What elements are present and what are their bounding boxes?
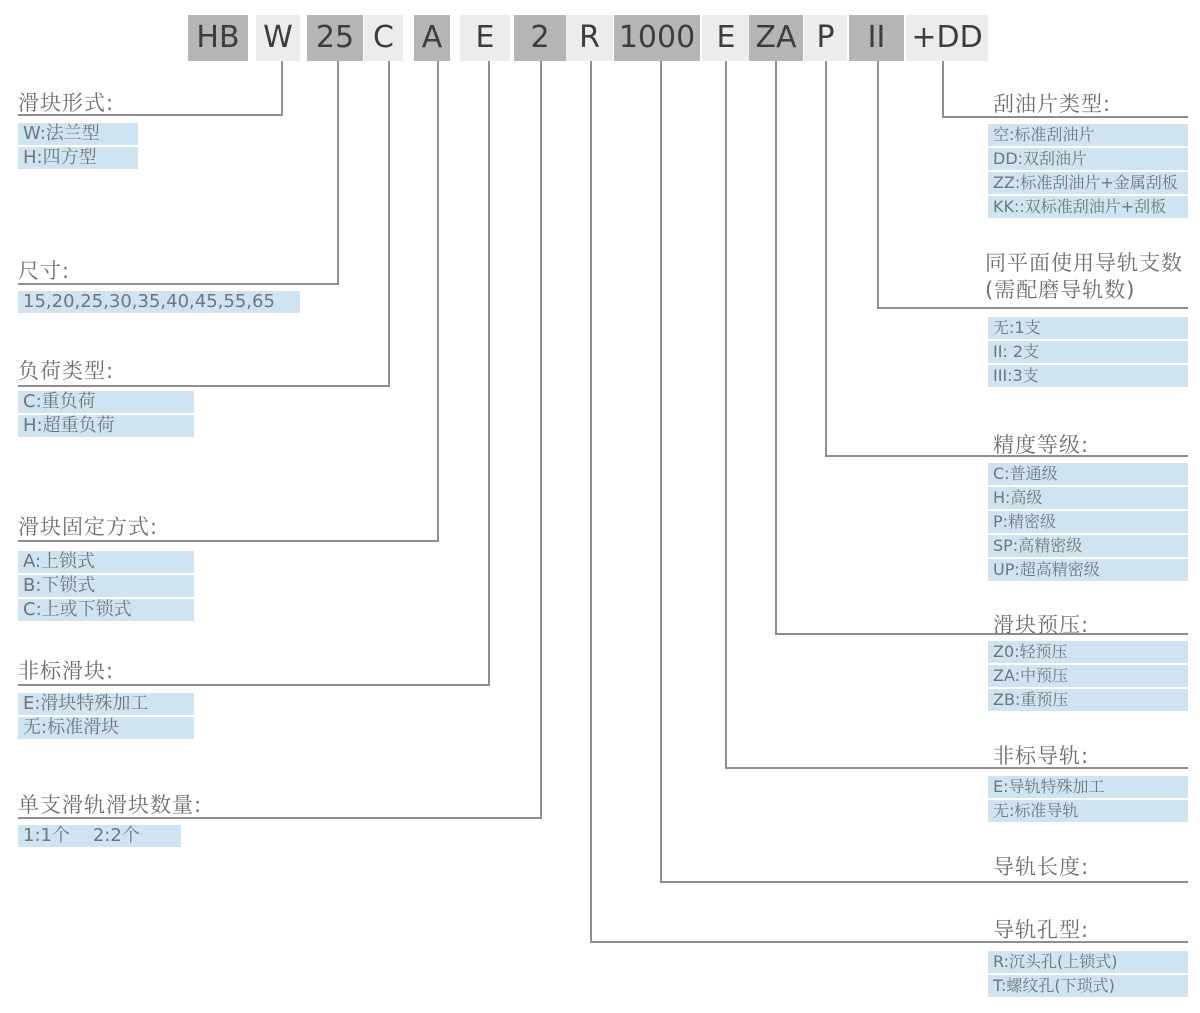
option-list-block-count [18,825,181,849]
connector-vline [942,61,944,118]
code-seg-precision: P [804,15,847,61]
section-title-rail-length: 导轨长度: [993,855,1090,879]
option-item: 15,20,25,30,35,40,45,55,65 [18,291,300,313]
code-seg-series: HB [188,15,248,61]
connector-vline [590,61,592,943]
section-title-block-form: 滑块形式: [18,91,115,115]
connector-hline [18,385,390,387]
connector-hline [660,881,1188,883]
connector-hline [877,307,1188,309]
option-item: II: 2支 [988,341,1188,363]
option-item: UP:超高精密级 [988,559,1188,581]
connector-vline [337,61,339,285]
option-item: T:螺纹孔(下琐式) [988,975,1188,997]
section-title-nonstd-rail: 非标导轨: [993,744,1090,768]
option-item: E:滑块特殊加工 [18,693,194,715]
section-title-nonstd-block: 非标滑块: [18,659,115,683]
option-list-preload [988,641,1188,713]
option-list-load-type [18,391,194,439]
connector-vline [437,61,439,542]
connector-vline [725,61,727,769]
code-seg-size: 25 [307,15,363,61]
option-list-size [18,291,300,315]
code-seg-preload: ZA [749,15,803,61]
option-item: Z0:轻预压 [988,641,1188,663]
option-item: 无:1支 [988,317,1188,339]
connector-vline [488,61,490,686]
connector-vline [825,61,827,457]
connector-vline [775,61,777,635]
option-item: ZZ:标准刮油片+金属刮板 [988,172,1188,194]
option-item: P:精密级 [988,511,1188,533]
connector-vline [877,61,879,309]
code-seg-block-count: 2 [514,15,566,61]
option-list-block-form [18,123,138,171]
option-list-hole-type [988,951,1188,999]
option-item: B:下锁式 [18,575,194,597]
option-item: 空:标准刮油片 [988,124,1188,146]
section-title-mount-style: 滑块固定方式: [18,515,159,539]
section-title-rail-count-note: (需配磨导轨数) [985,278,1136,302]
section-title-size: 尺寸: [18,259,71,283]
option-item: 1:1个 2:2个 [18,825,181,847]
connector-hline [775,633,1188,635]
option-item: C:普通级 [988,463,1188,485]
code-seg-wiper: +DD [906,15,988,61]
option-item: SP:高精密级 [988,535,1188,557]
code-seg-block-form: W [256,15,300,61]
option-item: 无:标准滑块 [18,717,194,739]
option-item: H:高级 [988,487,1188,509]
option-list-nonstd-rail [988,776,1188,824]
option-item: DD:双刮油片 [988,148,1188,170]
option-item: C:上或下锁式 [18,599,194,621]
connector-hline [590,941,1188,943]
option-list-rail-count [988,317,1188,389]
option-item: KK::双标准刮油片+刮板 [988,196,1188,218]
option-item: III:3支 [988,365,1188,387]
code-seg-hole-type: R [566,15,613,61]
code-seg-load-type: C [364,15,403,61]
option-list-precision [988,463,1188,583]
option-item: H:超重负荷 [18,415,194,437]
section-title-hole-type: 导轨孔型: [993,918,1090,942]
option-list-wiper-type [988,124,1188,220]
option-list-nonstd-block [18,693,194,741]
connector-vline [281,61,283,116]
option-list-mount-style [18,551,194,623]
option-item: R:沉头孔(上锁式) [988,951,1188,973]
option-item: ZB:重预压 [988,689,1188,711]
option-item: 无:标准导轨 [988,800,1188,822]
code-seg-nonstd-rail: E [702,15,750,61]
code-seg-nonstd-block: E [460,15,510,61]
code-seg-rail-length: 1000 [614,15,700,61]
section-title-precision: 精度等级: [993,433,1090,457]
section-title-wiper-type: 刮油片类型: [993,92,1112,116]
section-title-block-count: 单支滑轨滑块数量: [18,793,203,817]
option-item: W:法兰型 [18,123,138,145]
section-title-preload: 滑块预压: [993,613,1090,637]
option-item: H:四方型 [18,147,138,169]
option-item: ZA:中预压 [988,665,1188,687]
connector-vline [388,61,390,387]
connector-hline [725,767,1188,769]
option-item: C:重负荷 [18,391,194,413]
option-item: E:导轨特殊加工 [988,776,1188,798]
option-item: A:上锁式 [18,551,194,573]
section-title-load-type: 负荷类型: [18,359,115,383]
section-title-rail-count: 同平面使用导轨支数 [985,251,1183,275]
connector-vline [540,61,542,819]
code-seg-mount-style: A [414,15,450,61]
code-seg-rail-count: II [849,15,904,61]
connector-vline [660,61,662,883]
